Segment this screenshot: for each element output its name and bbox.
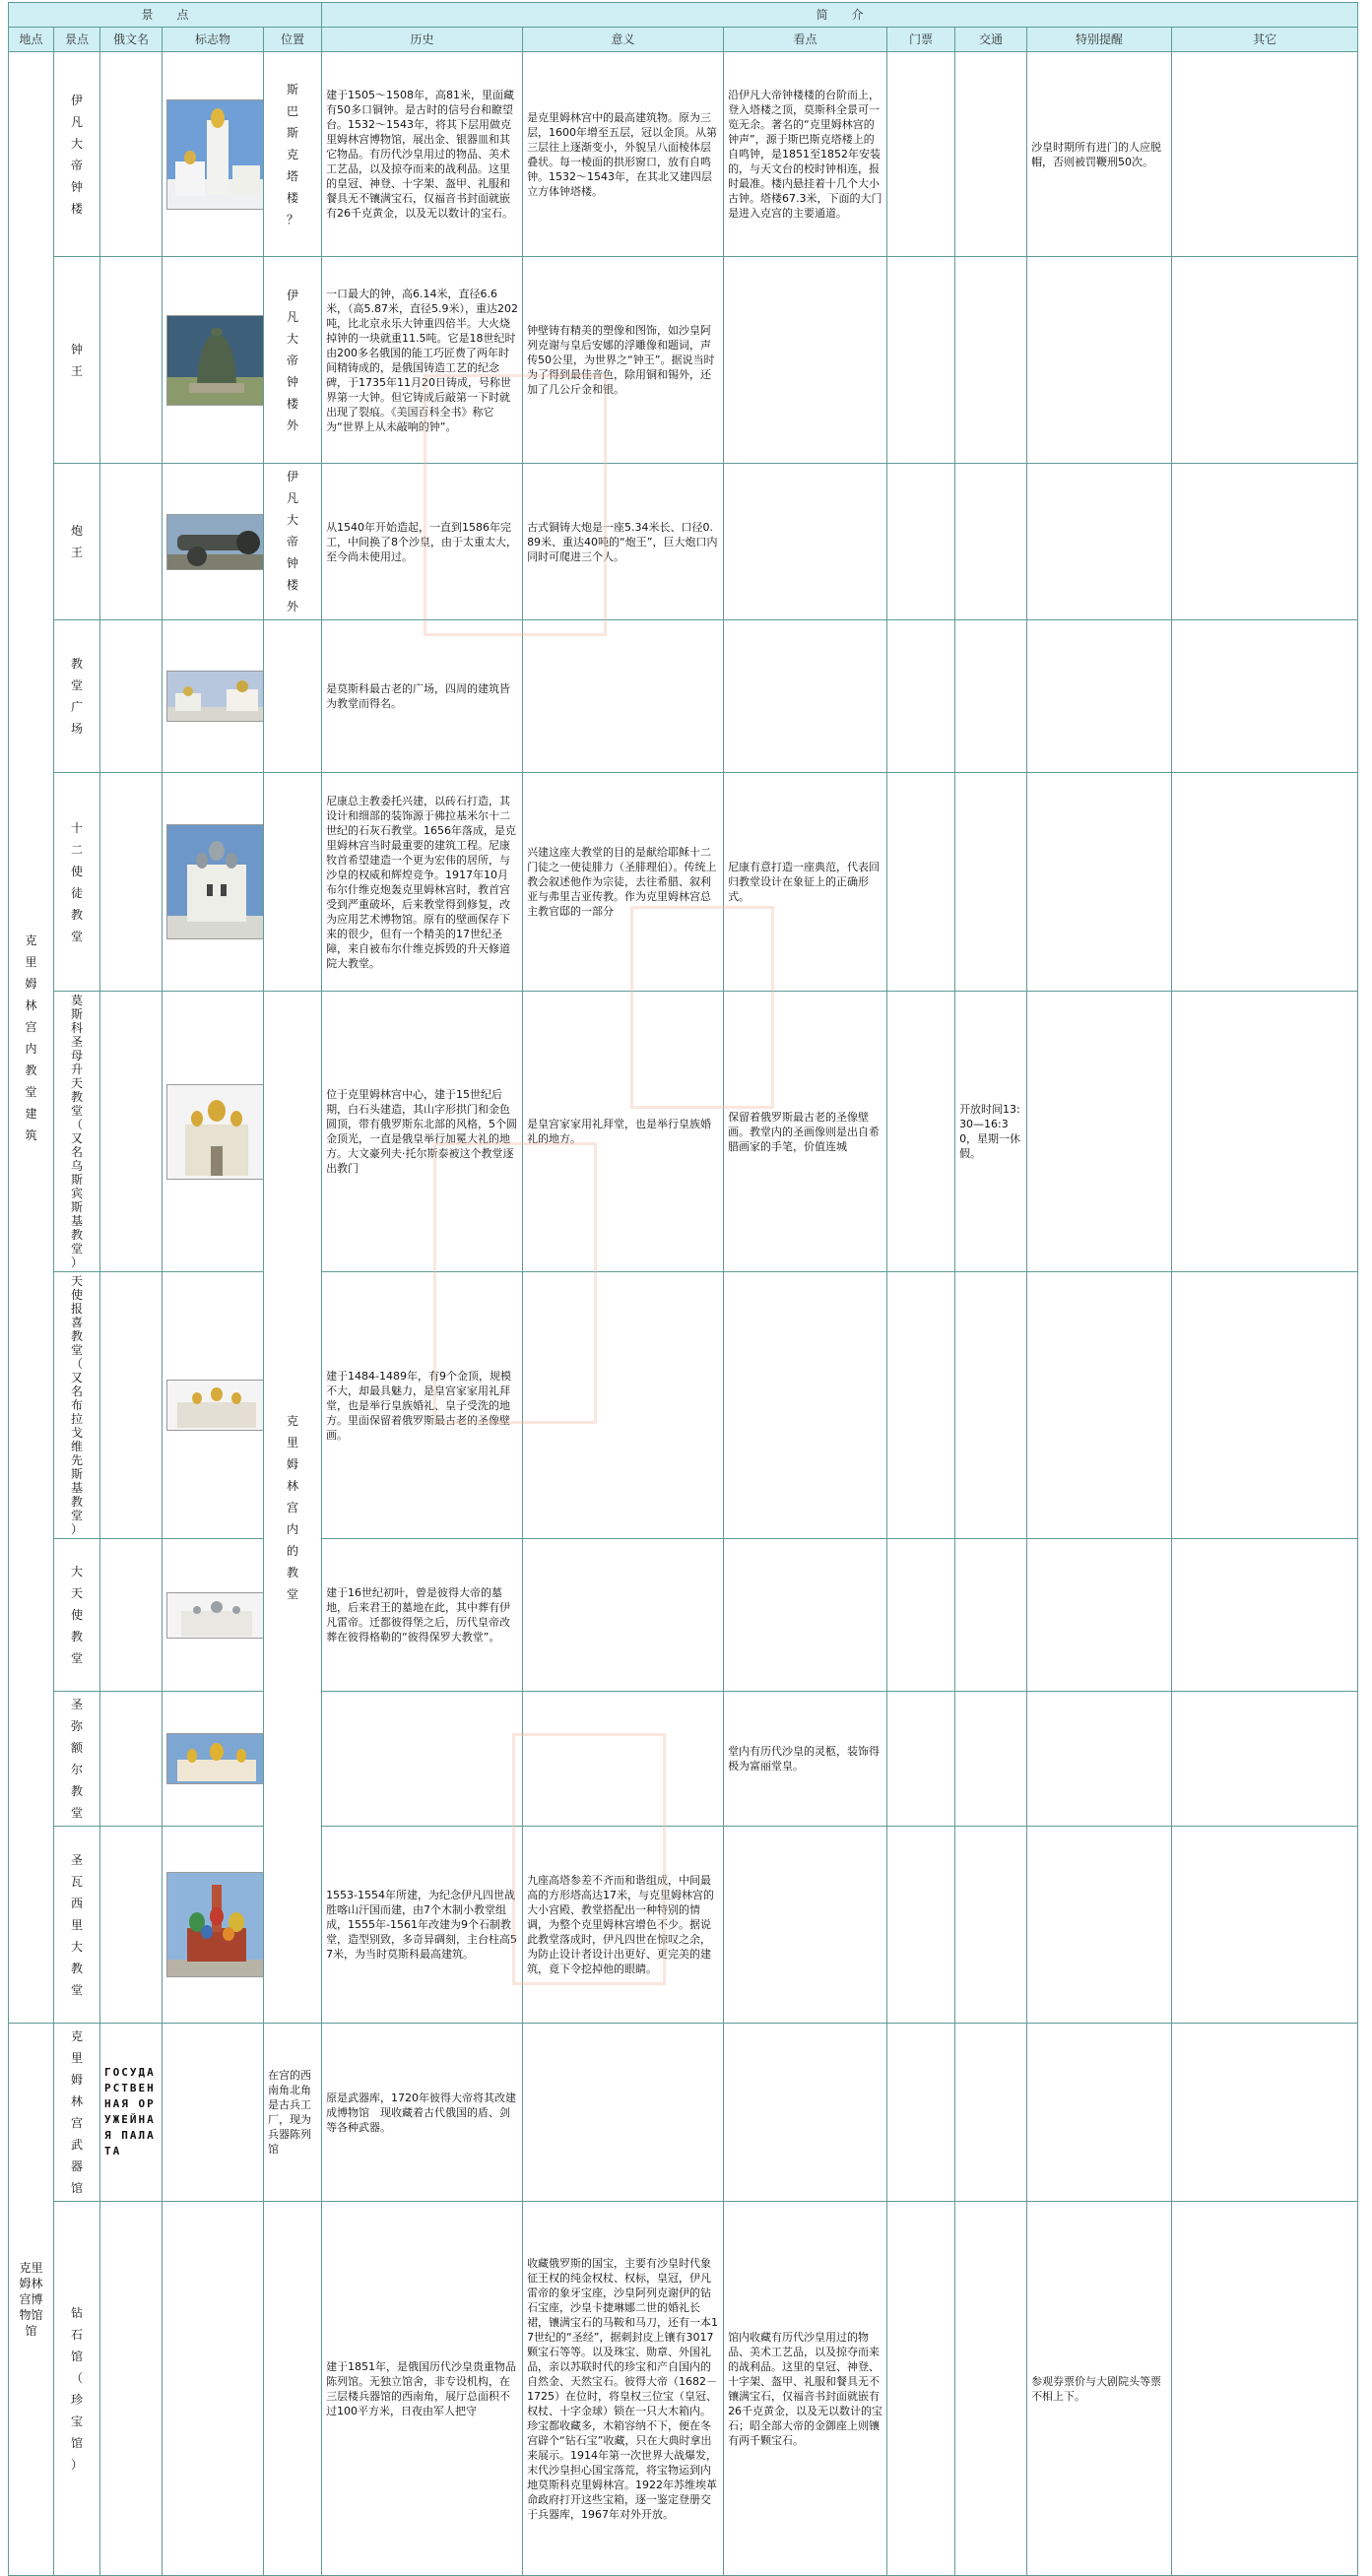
history-cell: 位于克里姆林宫中心，建于15世纪后期，白石头建造，其山字形拱门和金色圆顶，带有俄罗斯东北部的风格，5个圆金顶光，一直是俄皇举行加冕大礼的地方。大文豪列夫·托尔斯泰被这个教堂逐出教门 xyxy=(322,992,523,1272)
history-cell: 建于16世纪初叶，曾是彼得大帝的墓地，后来君王的墓地在此，其中葬有伊凡雷帝。迁都彼得堡之后，历代皇帝改葬在彼得格勒的“彼得保罗大教堂”。 xyxy=(322,1539,523,1692)
annunciation-cathedral-photo-icon xyxy=(166,1380,264,1431)
col-other: 其它 xyxy=(1172,28,1358,52)
history-cell: 一口最大的钟，高6.14米，直径6.6米，（高5.87米，直径5.9米），重达202吨，比北京永乐大钟重四倍半。大火烧掉钟的一块就重11.5吨。它是18世纪时由200多名俄国的能工巧匠费了两年时间精铸成的，是俄国铸造工艺的纪念碑，于1735年11月20日铸成，号称世界第一大钟。但它铸成后敲第一下时就出现了裂痕。《美国百科全书》称它为“世界上从未敲响的钟”。 xyxy=(322,257,523,464)
russian-name-cell xyxy=(100,257,163,464)
meaning-cell: 九座高塔参差不齐而和谐组成，中间最高的方形塔高达17米，与克里姆林宫的大小宫殿、教堂搭配出一种特别的情调，为整个克里姆林宫增色不少。据说此教堂落成时，伊凡四世在惊叹之余，为防止设计者设计出更好、更完美的建筑，竟下令挖掉他的眼睛。 xyxy=(523,1827,724,2024)
highlight-cell xyxy=(724,2024,887,2202)
vertical-text: 伊 凡 大 帝 钟 楼 外 xyxy=(287,470,299,613)
col-position: 位置 xyxy=(264,28,322,52)
highlight-cell xyxy=(724,620,887,773)
table-row xyxy=(9,464,1358,620)
highlight-cell xyxy=(724,257,887,464)
russian-name-cell xyxy=(100,773,163,992)
vertical-text: 教 堂 广 场 xyxy=(70,657,83,736)
russian-name-cell xyxy=(100,52,163,257)
vertical-text: 克里姆林宫博物馆馆 xyxy=(19,2261,43,2338)
col-meaning: 意义 xyxy=(523,28,724,52)
position-cell xyxy=(264,992,322,2024)
col-ticket: 门票 xyxy=(887,28,955,52)
reminder-cell xyxy=(1027,464,1172,620)
ticket-cell xyxy=(887,1539,955,1692)
attraction-name xyxy=(54,773,100,992)
col-attraction: 景点 xyxy=(54,28,100,52)
ticket-cell xyxy=(887,257,955,464)
landmark-cell xyxy=(163,1272,264,1539)
landmark-cell xyxy=(163,1827,264,2024)
col-place: 地点 xyxy=(9,28,54,52)
russian-name-cell xyxy=(100,464,163,620)
reminder-cell xyxy=(1027,773,1172,992)
bell-tower-photo-icon xyxy=(166,99,264,210)
landmark-cell xyxy=(163,1539,264,1692)
table-row xyxy=(9,1539,1358,1692)
other-cell xyxy=(1172,773,1358,992)
position-cell xyxy=(264,773,322,992)
history-cell: 从1540年开始造起，一直到1586年完工，中间换了8个沙皇，由于太重太大，至今尚未使用过。 xyxy=(322,464,523,620)
highlight-cell xyxy=(724,1827,887,2024)
attraction-name xyxy=(54,1827,100,2024)
meaning-cell xyxy=(523,1272,724,1539)
traffic-cell xyxy=(955,52,1027,257)
highlight-cell xyxy=(724,464,887,620)
meaning-cell: 古式铜铸大炮是一座5.34米长、口径0.89米、重达40吨的“炮王”，巨大炮口内同时可爬进三个人。 xyxy=(523,464,724,620)
reminder-cell xyxy=(1027,1692,1172,1827)
header-columns-row xyxy=(9,28,1358,52)
russian-name-cell xyxy=(100,2202,163,2576)
vertical-text: 大 天 使 教 堂 xyxy=(70,1565,83,1665)
position-cell xyxy=(264,257,322,464)
tsar-bell-photo-icon xyxy=(166,315,264,406)
landmark-cell xyxy=(163,1692,264,1827)
table-row xyxy=(9,992,1358,1272)
ticket-cell xyxy=(887,2024,955,2202)
vertical-text: 克 里 姆 林 宫 内 教 堂 建 筑 xyxy=(25,933,37,1142)
attraction-name xyxy=(54,257,100,464)
landmark-cell xyxy=(163,257,264,464)
table-row xyxy=(9,52,1358,257)
vertical-text: 炮 王 xyxy=(70,524,83,559)
ticket-cell xyxy=(887,52,955,257)
vertical-text: 圣 弥 额 尔 教 堂 xyxy=(70,1698,83,1820)
landmark-cell xyxy=(163,773,264,992)
vertical-text: 伊 凡 大 帝 钟 楼 外 xyxy=(287,288,299,432)
other-cell xyxy=(1172,464,1358,620)
ticket-cell xyxy=(887,464,955,620)
meaning-cell xyxy=(523,1539,724,1692)
attraction-name xyxy=(54,2202,100,2576)
history-cell: 原是武器库，1720年彼得大帝将其改建成博物馆 现收藏着古代俄国的盾、剑等各种武器。 xyxy=(322,2024,523,2202)
col-highlights: 看点 xyxy=(724,28,887,52)
meaning-cell xyxy=(523,1692,724,1827)
other-cell xyxy=(1172,257,1358,464)
other-cell xyxy=(1172,1539,1358,1692)
history-cell: 尼康总主教委托兴建，以砖石打造，其设计和细部的装饰源于佛拉基米尔十二世纪的石灰石教堂。1656年落成，是克里姆林宫当时最重要的建筑工程。尼康牧首希望建造一个更为宏伟的居所，与沙皇的权威和辉煌竞争。1917年10月布尔什维克炮轰克里姆林宫时，教首宫受到严重破坏，后来教堂得到修复，改为应用艺术博物馆。原有的壁画保存下来的很少，但有一个精美的17世纪圣障，来自被布尔什维克拆毁的升天修道院大教堂。 xyxy=(322,773,523,992)
table-row xyxy=(9,1272,1358,1539)
meaning-cell xyxy=(523,620,724,773)
meaning-cell: 钟壁铸有精美的塑像和图饰，如沙皇阿列克谢与皇后安娜的浮雕像和题词，声传50公里，为世界之“钟王”。据说当时为了得到最佳音色，除用铜和锡外，还加了几公斤金和银。 xyxy=(523,257,724,464)
twelve-apostles-photo-icon xyxy=(166,824,264,939)
meaning-cell xyxy=(523,2024,724,2202)
reminder-cell xyxy=(1027,257,1172,464)
attraction-name xyxy=(54,464,100,620)
traffic-cell xyxy=(955,257,1027,464)
highlight-cell: 沿伊凡大帝钟楼楼的台阶而上，登入塔楼之顶，莫斯科全景可一览无余。著名的“克里姆林宫的钟声”，源于斯巴斯克塔楼上的自鸣钟，是1851至1852年安装的，与天文台的校时钟相连，报时最准。楼内悬挂着十几个大小古钟。塔楼67.3米，下面的大门是进入克宫的主要通道。 xyxy=(724,52,887,257)
attraction-name xyxy=(54,52,100,257)
highlight-cell: 馆内收藏有历代沙皇用过的物品、美术工艺品，以及掠夺而来的战利品。这里的皇冠、神登、十字架、盔甲、礼服和餐具无不镶满宝石，仅福音书封面就嵌有26千克黄金，以及无以数计的宝石；昭全部大帝的金御座上则镶有两千颗宝石。 xyxy=(724,2202,887,2576)
place-kremlin-museums xyxy=(9,2024,54,2576)
ticket-cell xyxy=(887,620,955,773)
landmark-cell xyxy=(163,464,264,620)
attraction-name xyxy=(54,2024,100,2202)
landmark-cell xyxy=(163,2024,264,2202)
table-row xyxy=(9,1827,1358,2024)
history-cell: 是莫斯科最古老的广场，四周的建筑皆为教堂而得名。 xyxy=(322,620,523,773)
traffic-cell xyxy=(955,2202,1027,2576)
other-cell xyxy=(1172,1692,1358,1827)
attraction-name xyxy=(54,992,100,1272)
place-kremlin-churches xyxy=(9,52,54,2024)
landmark-cell xyxy=(163,52,264,257)
history-cell xyxy=(322,1692,523,1827)
table-row xyxy=(9,2024,1358,2202)
st-michael-church-photo-icon xyxy=(166,1733,264,1784)
ticket-cell xyxy=(887,2202,955,2576)
russian-name-cell xyxy=(100,992,163,1272)
highlight-cell xyxy=(724,1272,887,1539)
ticket-cell xyxy=(887,1272,955,1539)
col-reminder: 特别提醒 xyxy=(1027,28,1172,52)
header-group-intro: 简 介 xyxy=(322,3,1358,28)
landmark-cell xyxy=(163,2202,264,2576)
traffic-cell xyxy=(955,464,1027,620)
vertical-text: 斯 巴 斯 克 塔 楼 ？ xyxy=(287,82,299,226)
table-row xyxy=(9,1692,1358,1827)
position-cell xyxy=(264,2202,322,2576)
other-cell xyxy=(1172,620,1358,773)
meaning-cell: 是克里姆林宫中的最高建筑物。原为三层，1600年增至五层，冠以金顶。从第三层往上逐渐变小，外貌呈八面棱体层叠状。每一棱面的拱形窗口，放有自鸣钟。1532～1543年，在其北又建四层立方体钟塔楼。 xyxy=(523,52,724,257)
col-landmark: 标志物 xyxy=(163,28,264,52)
traffic-cell xyxy=(955,620,1027,773)
vertical-text: 伊 凡 大 帝 钟 楼 xyxy=(70,93,83,216)
col-russian-name: 俄文名 xyxy=(100,28,163,52)
traffic-cell xyxy=(955,1539,1027,1692)
dormition-cathedral-photo-icon xyxy=(166,1084,264,1180)
attractions-table xyxy=(8,2,1358,2576)
highlight-cell: 保留着俄罗斯最古老的圣像壁画。教堂内的圣画像则是出自希腊画家的手笔，价值连城 xyxy=(724,992,887,1272)
ticket-cell xyxy=(887,1692,955,1827)
highlight-cell: 尼康有意打造一座典范，代表回归教堂设计在象征上的正确形式。 xyxy=(724,773,887,992)
vertical-text: 克 里 姆 林 宫 武 器 馆 xyxy=(70,2029,83,2195)
other-cell xyxy=(1172,1827,1358,2024)
history-cell: 建于1851年，是俄国历代沙皇贵重物品陈列馆。无独立馆舍，非专设机构，在三层楼兵器馆的西南角，展厅总面积不过100平方米，日夜由军人把守 xyxy=(322,2202,523,2576)
other-cell xyxy=(1172,1272,1358,1539)
history-cell: 1553-1554年所建，为纪念伊凡四世战胜喀山汗国而建，由7个木制小教堂组成，1555年-1561年改建为9个石制教堂，造型别致，多奇异碉刻，主台柱高57米，为当时莫斯科最高建筑。 xyxy=(322,1827,523,2024)
table-row xyxy=(9,257,1358,464)
traffic-cell xyxy=(955,773,1027,992)
reminder-cell xyxy=(1027,992,1172,1272)
position-cell: 在宫的西南角北角是古兵工厂，现为兵器陈列馆 xyxy=(264,2024,322,2202)
vertical-text: 钟 王 xyxy=(70,342,83,378)
traffic-cell xyxy=(955,1692,1027,1827)
header-group-attractions: 景 点 xyxy=(9,3,322,28)
traffic-cell xyxy=(955,1272,1027,1539)
russian-name-cell xyxy=(100,620,163,773)
traffic-cell xyxy=(955,2024,1027,2202)
vertical-text: 莫 斯 科 圣 母 升 天 教 堂 （ 又 名 乌 斯 宾 斯 基 教 堂 ） xyxy=(70,994,83,1269)
vertical-text: 圣 瓦 西 里 大 教 堂 xyxy=(70,1852,83,1997)
history-cell: 建于1505～1508年，高81米，里面藏有50多口铜钟。是古时的信号台和瞭望台。1532～1543年，将其下层用做克里姆林宫博物馆，展出金、银器皿和其它物品。有历代沙皇用过的物品、美术工艺品，以及掠夺而来的战利品。这里的皇冠、神登、十字架、盔甲、礼服和餐具无不镶满宝石，仅福音书封面就嵌有26千克黄金，以及无以数计的宝石。 xyxy=(322,52,523,257)
reminder-cell xyxy=(1027,1827,1172,2024)
attraction-name xyxy=(54,1692,100,1827)
archangel-cathedral-photo-icon xyxy=(166,1592,264,1639)
vertical-text: 钻 石 馆 （ 珍 宝 馆 ） xyxy=(70,2305,83,2472)
history-cell: 建于1484-1489年，有9个金顶，规模不大，却最具魅力，是皇宫家家用礼拜堂，也是举行皇族婚礼、皇子受洗的地方。里面保留着俄罗斯最古老的圣像壁画。 xyxy=(322,1272,523,1539)
position-cell xyxy=(264,464,322,620)
traffic-cell: 开放时间13:30—16:30，星期一休假。 xyxy=(955,992,1027,1272)
position-cell xyxy=(264,620,322,773)
col-history: 历史 xyxy=(322,28,523,52)
meaning-cell: 收藏俄罗斯的国宝，主要有沙皇时代象征王权的纯金权杖、权标，皇冠，伊凡雷帝的象牙宝座，沙皇阿列克谢伊的钻石宝座，沙皇卡捷琳娜二世的婚礼长裙，镶满宝石的马鞍和马刀，还有一本17世纪的“圣经”，据刺封皮上镶有3017颗宝石等等。以及珠宝、勋章、外国礼品，亲以苏联时代的珍宝和产自国内的自然金、天然宝石。彼得大帝（1682－1725）在位时，将皇权三位宝（皇冠、权杖、十字金球）锁在一只大木箱内。珍宝都收藏多，木箱容纳不下，便在冬宫辟个“钻石宝”收藏，只在大典时拿出来展示。1914年第一次世界大战爆发，末代沙皇担心国宝落荒，将宝物运到内地莫斯科克里姆林宫。1922年苏维埃革命政府打开这些宝箱，逐一鉴定登册交于兵器库，1967年对外开放。 xyxy=(523,2202,724,2576)
table-row xyxy=(9,620,1358,773)
ticket-cell xyxy=(887,1827,955,2024)
landmark-cell xyxy=(163,992,264,1272)
russian-name-cell xyxy=(100,1827,163,2024)
traffic-cell xyxy=(955,1827,1027,2024)
vertical-text: 十 二 使 徒 教 堂 xyxy=(70,820,83,943)
russian-name-cell xyxy=(100,1272,163,1539)
highlight-cell xyxy=(724,1539,887,1692)
landmark-cell xyxy=(163,620,264,773)
reminder-cell xyxy=(1027,1539,1172,1692)
vertical-text: 天 使 报 喜 教 堂 （ 又 名 布 拉 戈 维 先 斯 基 教 堂 ） xyxy=(70,1274,83,1536)
col-traffic: 交通 xyxy=(955,28,1027,52)
tsar-cannon-photo-icon xyxy=(166,514,264,570)
table-row xyxy=(9,2202,1358,2576)
attraction-name xyxy=(54,1272,100,1539)
attraction-name xyxy=(54,620,100,773)
position-cell xyxy=(264,52,322,257)
reminder-cell xyxy=(1027,620,1172,773)
other-cell xyxy=(1172,52,1358,257)
russian-name-cell: ГОСУДАРСТВЕННАЯ ОРУЖЕЙНАЯ ПАЛАТА xyxy=(100,2024,163,2202)
cathedral-square-photo-icon xyxy=(166,671,264,722)
meaning-cell: 是皇宫家家用礼拜堂，也是举行皇族婚礼的地方。 xyxy=(523,992,724,1272)
russian-name-cell xyxy=(100,1539,163,1692)
reminder-cell xyxy=(1027,2024,1172,2202)
vertical-text: 克 里 姆 林 宫 内 的 教 堂 xyxy=(287,1413,299,1601)
ticket-cell xyxy=(887,773,955,992)
reminder-cell: 参观券票价与大剧院头等票不相上下。 xyxy=(1027,2202,1172,2576)
russian-name-cell xyxy=(100,1692,163,1827)
other-cell xyxy=(1172,992,1358,1272)
highlight-cell: 堂内有历代沙皇的灵柩，装饰得极为富丽堂皇。 xyxy=(724,1692,887,1827)
other-cell xyxy=(1172,2202,1358,2576)
table-row xyxy=(9,773,1358,992)
header-group-row xyxy=(9,3,1358,28)
ticket-cell xyxy=(887,992,955,1272)
attraction-name xyxy=(54,1539,100,1692)
st-basil-cathedral-photo-icon xyxy=(166,1872,264,1977)
reminder-cell: 沙皇时期所有进门的人应脱帽，否则被罚鞭刑50次。 xyxy=(1027,52,1172,257)
reminder-cell xyxy=(1027,1272,1172,1539)
other-cell xyxy=(1172,2024,1358,2202)
meaning-cell: 兴建这座大教堂的目的是献给耶稣十二门徒之一使徒腓力（圣腓理伯）。传统上教会叙述他作为宗徒，去往希腊、叙利亚与弗里吉亚传教。作为克里姆林宫总主教官邸的一部分 xyxy=(523,773,724,992)
